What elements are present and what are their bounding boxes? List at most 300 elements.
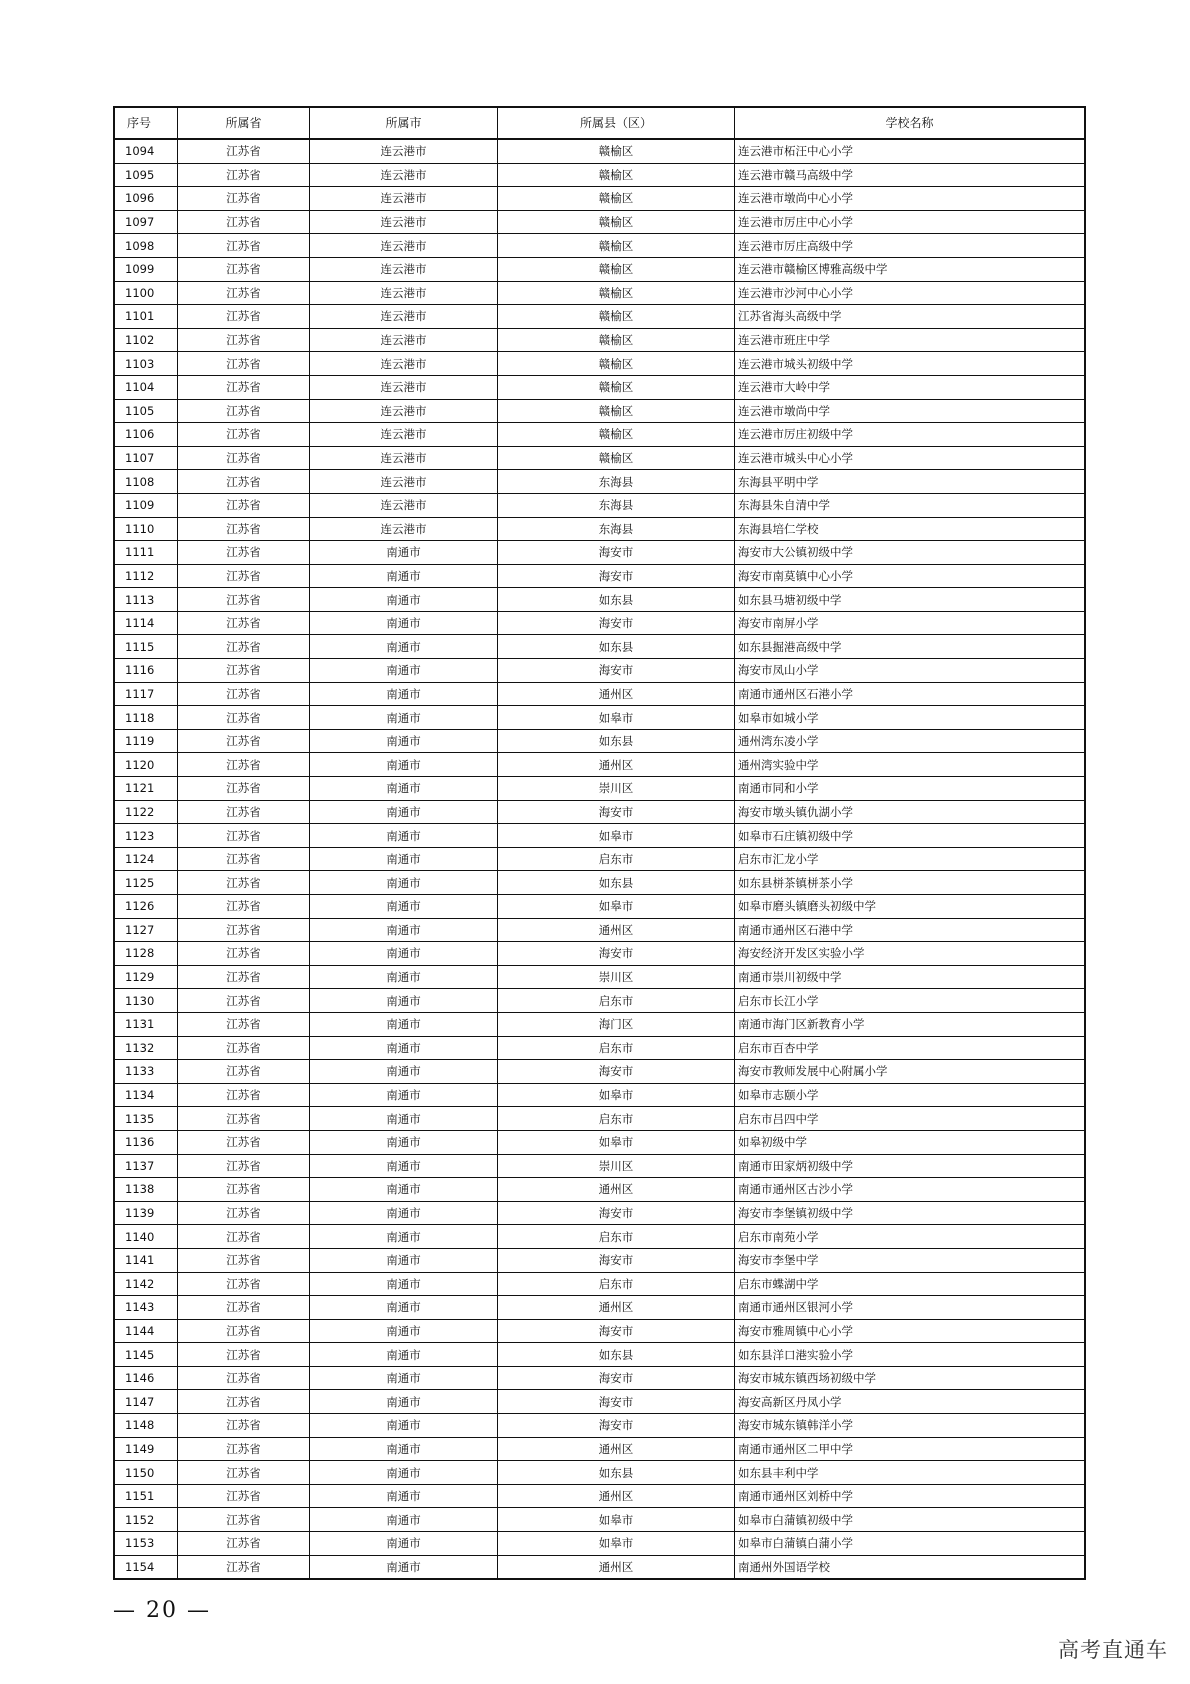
table-row: [114, 1225, 1085, 1249]
table-row: [114, 1437, 1085, 1461]
cell-county: 通州区: [498, 753, 735, 777]
cell-index: 1114: [114, 611, 178, 635]
cell-county: 启东市: [498, 989, 735, 1013]
cell-city: 南通市: [310, 918, 498, 942]
cell-index: 1109: [114, 493, 178, 517]
cell-index: 1150: [114, 1461, 178, 1485]
cell-city: 南通市: [310, 847, 498, 871]
header-school-name: 学校名称: [735, 107, 1086, 139]
cell-index: 1112: [114, 564, 178, 588]
cell-city: 南通市: [310, 1248, 498, 1272]
table-row: [114, 1532, 1085, 1556]
table-row: [114, 1508, 1085, 1532]
cell-city: 连云港市: [310, 281, 498, 305]
cell-county: 启东市: [498, 1272, 735, 1296]
cell-school-name: 如皋市志颐小学: [735, 1083, 1086, 1107]
cell-province: 江苏省: [178, 1532, 310, 1556]
table-row: [114, 305, 1085, 329]
table-row: [114, 871, 1085, 895]
cell-city: 南通市: [310, 1012, 498, 1036]
cell-school-name: 连云港市城头初级中学: [735, 352, 1086, 376]
cell-province: 江苏省: [178, 1437, 310, 1461]
cell-school-name: 连云港市沙河中心小学: [735, 281, 1086, 305]
cell-school-name: 海安高新区丹凤小学: [735, 1390, 1086, 1414]
cell-school-name: 东海县培仁学校: [735, 517, 1086, 541]
cell-school-name: 南通市通州区古沙小学: [735, 1178, 1086, 1202]
cell-index: 1120: [114, 753, 178, 777]
cell-city: 连云港市: [310, 187, 498, 211]
cell-city: 连云港市: [310, 163, 498, 187]
cell-index: 1108: [114, 470, 178, 494]
cell-city: 南通市: [310, 541, 498, 565]
cell-school-name: 通州湾东凌小学: [735, 729, 1086, 753]
cell-index: 1094: [114, 139, 178, 163]
cell-index: 1116: [114, 659, 178, 683]
cell-school-name: 东海县平明中学: [735, 470, 1086, 494]
cell-county: 崇川区: [498, 965, 735, 989]
cell-index: 1127: [114, 918, 178, 942]
cell-index: 1115: [114, 635, 178, 659]
cell-province: 江苏省: [178, 847, 310, 871]
cell-province: 江苏省: [178, 1178, 310, 1202]
cell-county: 赣榆区: [498, 187, 735, 211]
table-row: [114, 163, 1085, 187]
cell-county: 赣榆区: [498, 375, 735, 399]
cell-index: 1149: [114, 1437, 178, 1461]
cell-county: 赣榆区: [498, 399, 735, 423]
cell-county: 海安市: [498, 1319, 735, 1343]
cell-index: 1153: [114, 1532, 178, 1556]
cell-city: 南通市: [310, 1083, 498, 1107]
cell-index: 1147: [114, 1390, 178, 1414]
cell-city: 南通市: [310, 1461, 498, 1485]
cell-school-name: 南通市崇川初级中学: [735, 965, 1086, 989]
table-row: [114, 777, 1085, 801]
cell-index: 1137: [114, 1154, 178, 1178]
cell-province: 江苏省: [178, 918, 310, 942]
cell-province: 江苏省: [178, 375, 310, 399]
cell-province: 江苏省: [178, 187, 310, 211]
cell-province: 江苏省: [178, 753, 310, 777]
cell-city: 南通市: [310, 1178, 498, 1202]
cell-index: 1097: [114, 210, 178, 234]
cell-county: 如东县: [498, 588, 735, 612]
cell-school-name: 南通州外国语学校: [735, 1555, 1086, 1579]
cell-city: 南通市: [310, 1414, 498, 1438]
cell-county: 通州区: [498, 1437, 735, 1461]
cell-index: 1107: [114, 446, 178, 470]
cell-school-name: 连云港市赣榆区博雅高级中学: [735, 257, 1086, 281]
cell-county: 如皋市: [498, 824, 735, 848]
cell-city: 南通市: [310, 1225, 498, 1249]
table-row: [114, 1154, 1085, 1178]
cell-city: 连云港市: [310, 352, 498, 376]
cell-school-name: 南通市通州区石港中学: [735, 918, 1086, 942]
table-row: [114, 517, 1085, 541]
cell-city: 南通市: [310, 1319, 498, 1343]
cell-county: 东海县: [498, 517, 735, 541]
cell-county: 启东市: [498, 1036, 735, 1060]
watermark-text: 高考直通车: [1058, 1638, 1168, 1662]
cell-county: 赣榆区: [498, 257, 735, 281]
cell-province: 江苏省: [178, 1366, 310, 1390]
cell-county: 如皋市: [498, 1130, 735, 1154]
cell-city: 南通市: [310, 1296, 498, 1320]
cell-city: 南通市: [310, 682, 498, 706]
cell-province: 江苏省: [178, 1296, 310, 1320]
table-row: [114, 706, 1085, 730]
table-row: [114, 1012, 1085, 1036]
table-row: [114, 989, 1085, 1013]
cell-school-name: 如东县丰利中学: [735, 1461, 1086, 1485]
cell-school-name: 如东县洋口港实验小学: [735, 1343, 1086, 1367]
cell-city: 南通市: [310, 635, 498, 659]
table-row: [114, 800, 1085, 824]
cell-school-name: 海安市城东镇西场初级中学: [735, 1366, 1086, 1390]
cell-city: 连云港市: [310, 470, 498, 494]
header-county: 所属县（区）: [498, 107, 735, 139]
cell-province: 江苏省: [178, 706, 310, 730]
table-row: [114, 375, 1085, 399]
cell-county: 通州区: [498, 682, 735, 706]
cell-school-name: 连云港市厉庄初级中学: [735, 423, 1086, 447]
table-row: [114, 1201, 1085, 1225]
cell-school-name: 如皋市白蒲镇初级中学: [735, 1508, 1086, 1532]
cell-school-name: 江苏省海头高级中学: [735, 305, 1086, 329]
cell-county: 启东市: [498, 1225, 735, 1249]
cell-province: 江苏省: [178, 989, 310, 1013]
cell-province: 江苏省: [178, 210, 310, 234]
cell-school-name: 连云港市城头中心小学: [735, 446, 1086, 470]
cell-province: 江苏省: [178, 824, 310, 848]
table-row: [114, 541, 1085, 565]
table-header-row: [114, 107, 1085, 139]
cell-county: 通州区: [498, 1555, 735, 1579]
cell-city: 南通市: [310, 1484, 498, 1508]
cell-city: 南通市: [310, 611, 498, 635]
cell-province: 江苏省: [178, 139, 310, 163]
cell-province: 江苏省: [178, 328, 310, 352]
cell-index: 1132: [114, 1036, 178, 1060]
table-row: [114, 423, 1085, 447]
cell-school-name: 海安市凤山小学: [735, 659, 1086, 683]
cell-county: 崇川区: [498, 777, 735, 801]
cell-county: 海安市: [498, 1414, 735, 1438]
cell-county: 海安市: [498, 1060, 735, 1084]
cell-county: 赣榆区: [498, 423, 735, 447]
cell-index: 1101: [114, 305, 178, 329]
cell-county: 海安市: [498, 800, 735, 824]
cell-county: 海安市: [498, 942, 735, 966]
cell-city: 南通市: [310, 1532, 498, 1556]
cell-school-name: 连云港市班庄中学: [735, 328, 1086, 352]
cell-index: 1135: [114, 1107, 178, 1131]
cell-school-name: 海安市雅周镇中心小学: [735, 1319, 1086, 1343]
cell-county: 如东县: [498, 1343, 735, 1367]
cell-index: 1123: [114, 824, 178, 848]
cell-province: 江苏省: [178, 257, 310, 281]
cell-province: 江苏省: [178, 965, 310, 989]
cell-province: 江苏省: [178, 777, 310, 801]
cell-province: 江苏省: [178, 942, 310, 966]
cell-county: 赣榆区: [498, 163, 735, 187]
cell-province: 江苏省: [178, 541, 310, 565]
cell-index: 1110: [114, 517, 178, 541]
table-row: [114, 895, 1085, 919]
cell-province: 江苏省: [178, 1012, 310, 1036]
cell-province: 江苏省: [178, 423, 310, 447]
cell-city: 南通市: [310, 1036, 498, 1060]
cell-province: 江苏省: [178, 800, 310, 824]
cell-city: 南通市: [310, 1154, 498, 1178]
cell-index: 1142: [114, 1272, 178, 1296]
cell-county: 海安市: [498, 1248, 735, 1272]
table-row: [114, 1060, 1085, 1084]
cell-province: 江苏省: [178, 611, 310, 635]
cell-province: 江苏省: [178, 895, 310, 919]
cell-school-name: 海安市教师发展中心附属小学: [735, 1060, 1086, 1084]
cell-index: 1104: [114, 375, 178, 399]
cell-province: 江苏省: [178, 1107, 310, 1131]
cell-province: 江苏省: [178, 517, 310, 541]
cell-index: 1095: [114, 163, 178, 187]
cell-city: 南通市: [310, 1107, 498, 1131]
cell-city: 南通市: [310, 1201, 498, 1225]
cell-index: 1106: [114, 423, 178, 447]
table-row: [114, 1083, 1085, 1107]
cell-school-name: 通州湾实验中学: [735, 753, 1086, 777]
cell-city: 南通市: [310, 706, 498, 730]
cell-province: 江苏省: [178, 446, 310, 470]
cell-province: 江苏省: [178, 352, 310, 376]
cell-school-name: 海安市大公镇初级中学: [735, 541, 1086, 565]
cell-school-name: 南通市通州区银河小学: [735, 1296, 1086, 1320]
cell-school-name: 如东县掘港高级中学: [735, 635, 1086, 659]
cell-index: 1126: [114, 895, 178, 919]
cell-city: 南通市: [310, 777, 498, 801]
table-row: [114, 1555, 1085, 1579]
cell-index: 1118: [114, 706, 178, 730]
table-row: [114, 1319, 1085, 1343]
table-row: [114, 753, 1085, 777]
cell-school-name: 海安市墩头镇仇湖小学: [735, 800, 1086, 824]
table-row: [114, 1248, 1085, 1272]
cell-county: 海安市: [498, 659, 735, 683]
table-row: [114, 824, 1085, 848]
table-row: [114, 847, 1085, 871]
cell-index: 1136: [114, 1130, 178, 1154]
cell-index: 1111: [114, 541, 178, 565]
cell-province: 江苏省: [178, 399, 310, 423]
cell-county: 如东县: [498, 1461, 735, 1485]
cell-index: 1117: [114, 682, 178, 706]
header-index: 序号: [114, 107, 178, 139]
cell-county: 海安市: [498, 611, 735, 635]
cell-index: 1140: [114, 1225, 178, 1249]
table-row: [114, 611, 1085, 635]
cell-county: 海门区: [498, 1012, 735, 1036]
cell-school-name: 南通市同和小学: [735, 777, 1086, 801]
cell-city: 连云港市: [310, 139, 498, 163]
cell-school-name: 连云港市柘汪中心小学: [735, 139, 1086, 163]
cell-school-name: 启东市长江小学: [735, 989, 1086, 1013]
cell-county: 赣榆区: [498, 234, 735, 258]
cell-county: 通州区: [498, 1296, 735, 1320]
cell-index: 1113: [114, 588, 178, 612]
cell-index: 1144: [114, 1319, 178, 1343]
cell-province: 江苏省: [178, 1390, 310, 1414]
cell-county: 海安市: [498, 1390, 735, 1414]
table-row: [114, 659, 1085, 683]
cell-school-name: 启东市汇龙小学: [735, 847, 1086, 871]
cell-index: 1124: [114, 847, 178, 871]
cell-county: 赣榆区: [498, 305, 735, 329]
cell-city: 南通市: [310, 1130, 498, 1154]
table-row: [114, 564, 1085, 588]
cell-province: 江苏省: [178, 659, 310, 683]
cell-school-name: 连云港市厉庄高级中学: [735, 234, 1086, 258]
cell-school-name: 启东市吕四中学: [735, 1107, 1086, 1131]
cell-school-name: 南通市通州区二甲中学: [735, 1437, 1086, 1461]
cell-city: 南通市: [310, 588, 498, 612]
cell-school-name: 连云港市墩尚中心小学: [735, 187, 1086, 211]
cell-county: 海安市: [498, 1201, 735, 1225]
cell-index: 1100: [114, 281, 178, 305]
header-city: 所属市: [310, 107, 498, 139]
cell-school-name: 海安市李堡中学: [735, 1248, 1086, 1272]
table-row: [114, 682, 1085, 706]
cell-county: 如皋市: [498, 895, 735, 919]
table-row: [114, 1390, 1085, 1414]
cell-county: 如东县: [498, 729, 735, 753]
cell-index: 1122: [114, 800, 178, 824]
cell-county: 通州区: [498, 1178, 735, 1202]
cell-county: 东海县: [498, 493, 735, 517]
cell-school-name: 海安市城东镇韩洋小学: [735, 1414, 1086, 1438]
cell-index: 1145: [114, 1343, 178, 1367]
cell-county: 赣榆区: [498, 328, 735, 352]
cell-city: 连云港市: [310, 375, 498, 399]
cell-school-name: 启东市百杏中学: [735, 1036, 1086, 1060]
cell-city: 南通市: [310, 989, 498, 1013]
header-province: 所属省: [178, 107, 310, 139]
cell-school-name: 如东县栟茶镇栟茶小学: [735, 871, 1086, 895]
table-row: [114, 493, 1085, 517]
cell-school-name: 连云港市大岭中学: [735, 375, 1086, 399]
table-row: [114, 1343, 1085, 1367]
table-row: [114, 139, 1085, 163]
cell-city: 连云港市: [310, 517, 498, 541]
cell-city: 连云港市: [310, 493, 498, 517]
table-row: [114, 1036, 1085, 1060]
cell-index: 1146: [114, 1366, 178, 1390]
cell-province: 江苏省: [178, 163, 310, 187]
cell-school-name: 南通市田家炳初级中学: [735, 1154, 1086, 1178]
table-row: [114, 281, 1085, 305]
cell-county: 赣榆区: [498, 139, 735, 163]
cell-province: 江苏省: [178, 1555, 310, 1579]
cell-school-name: 启东市蝶湖中学: [735, 1272, 1086, 1296]
cell-city: 南通市: [310, 824, 498, 848]
cell-city: 连云港市: [310, 446, 498, 470]
table-row: [114, 328, 1085, 352]
cell-county: 赣榆区: [498, 446, 735, 470]
cell-province: 江苏省: [178, 1343, 310, 1367]
cell-county: 海安市: [498, 1366, 735, 1390]
cell-index: 1151: [114, 1484, 178, 1508]
cell-school-name: 如皋市石庄镇初级中学: [735, 824, 1086, 848]
cell-city: 连云港市: [310, 210, 498, 234]
cell-index: 1103: [114, 352, 178, 376]
cell-school-name: 启东市南苑小学: [735, 1225, 1086, 1249]
table-row: [114, 1178, 1085, 1202]
cell-city: 南通市: [310, 800, 498, 824]
cell-index: 1138: [114, 1178, 178, 1202]
cell-county: 东海县: [498, 470, 735, 494]
table-row: [114, 1296, 1085, 1320]
cell-city: 连云港市: [310, 423, 498, 447]
cell-school-name: 海安市南屏小学: [735, 611, 1086, 635]
table-row: [114, 729, 1085, 753]
cell-province: 江苏省: [178, 1484, 310, 1508]
cell-school-name: 如东县马塘初级中学: [735, 588, 1086, 612]
table-row: [114, 187, 1085, 211]
cell-province: 江苏省: [178, 493, 310, 517]
cell-county: 如皋市: [498, 1508, 735, 1532]
table-row: [114, 399, 1085, 423]
cell-county: 海安市: [498, 564, 735, 588]
cell-province: 江苏省: [178, 1060, 310, 1084]
cell-province: 江苏省: [178, 1414, 310, 1438]
table-row: [114, 942, 1085, 966]
cell-county: 赣榆区: [498, 210, 735, 234]
cell-province: 江苏省: [178, 1083, 310, 1107]
cell-county: 崇川区: [498, 1154, 735, 1178]
table-row: [114, 1484, 1085, 1508]
cell-province: 江苏省: [178, 1154, 310, 1178]
cell-county: 通州区: [498, 1484, 735, 1508]
cell-province: 江苏省: [178, 1201, 310, 1225]
cell-province: 江苏省: [178, 1130, 310, 1154]
cell-province: 江苏省: [178, 564, 310, 588]
cell-city: 连云港市: [310, 399, 498, 423]
cell-province: 江苏省: [178, 588, 310, 612]
cell-city: 南通市: [310, 1366, 498, 1390]
cell-city: 南通市: [310, 1343, 498, 1367]
cell-province: 江苏省: [178, 1036, 310, 1060]
cell-province: 江苏省: [178, 682, 310, 706]
cell-province: 江苏省: [178, 305, 310, 329]
cell-county: 如东县: [498, 871, 735, 895]
table-row: [114, 446, 1085, 470]
cell-county: 赣榆区: [498, 352, 735, 376]
cell-school-name: 南通市通州区刘桥中学: [735, 1484, 1086, 1508]
cell-province: 江苏省: [178, 1248, 310, 1272]
cell-school-name: 如皋市磨头镇磨头初级中学: [735, 895, 1086, 919]
cell-province: 江苏省: [178, 1272, 310, 1296]
cell-city: 南通市: [310, 729, 498, 753]
cell-index: 1133: [114, 1060, 178, 1084]
table-row: [114, 965, 1085, 989]
cell-school-name: 连云港市厉庄中心小学: [735, 210, 1086, 234]
cell-index: 1129: [114, 965, 178, 989]
cell-city: 连云港市: [310, 234, 498, 258]
cell-index: 1154: [114, 1555, 178, 1579]
cell-school-name: 如皋市白蒲镇白蒲小学: [735, 1532, 1086, 1556]
cell-province: 江苏省: [178, 729, 310, 753]
cell-index: 1121: [114, 777, 178, 801]
cell-county: 赣榆区: [498, 281, 735, 305]
